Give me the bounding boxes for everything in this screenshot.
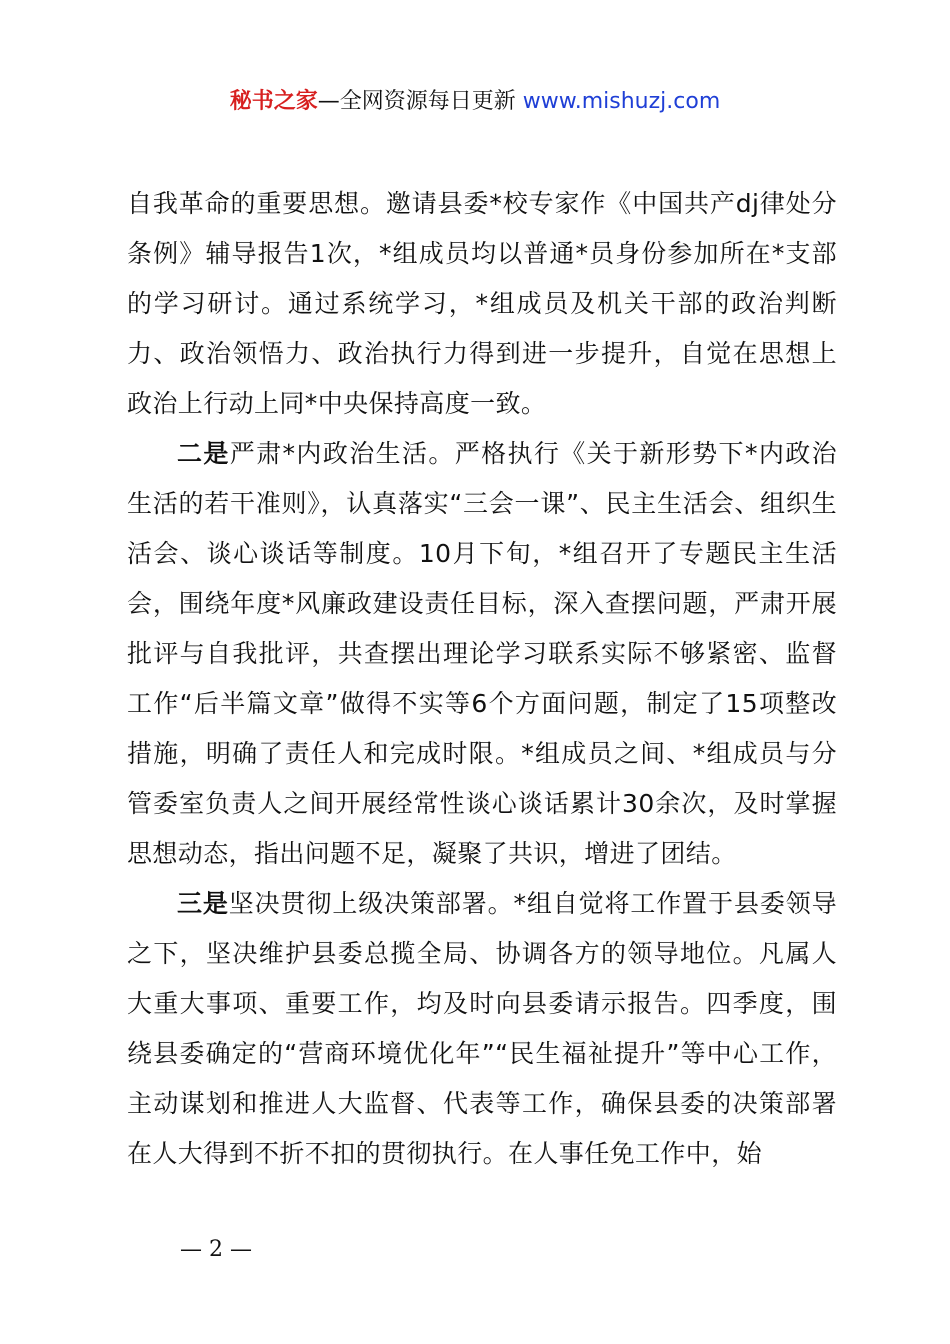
- paragraph-3: [127, 879, 837, 1179]
- paragraph-1: [127, 179, 837, 429]
- document-header: [0, 86, 950, 118]
- paragraph-2: [127, 429, 837, 879]
- header-brand: 秘书之家: [229, 89, 318, 114]
- document-body: [127, 179, 837, 1179]
- paragraph-2-text: 严肃*内政治生活。严格执行《关于新形势下*内政治生活的若干准则》，认真落实“三会一课”、民主生活会、组织生活会、谈心谈话等制度。10月下旬，*组召开了专题民主生活会，围绕年度*风廉政建设责任目标，深入查摆问题，严肃开展批评与自我批评，共查摆出理论学习联系实际不够紧密、监督工作“后半篇文章”做得不实等6个方面问题，制定了15项整改措施，明确了责任人和完成时限。*组成员之间、*组成员与分管委室负责人之间开展经常性谈心谈话累计30余次，及时掌握思想动态，指出问题不足，凝聚了共识，增进了团结。: [127, 439, 837, 868]
- paragraph-3-lead: 三是: [177, 889, 229, 918]
- page-number: — 2 —: [180, 1237, 252, 1262]
- paragraph-3-text: 坚决贯彻上级决策部署。*组自觉将工作置于县委领导之下，坚决维护县委总揽全局、协调各方的领导地位。凡属人大重大事项、重要工作，均及时向县委请示报告。四季度，围绕县委确定的“营商环境优化年”“民生福祉提升”等中心工作，主动谋划和推进人大监督、代表等工作，确保县委的决策部署在人大得到不折不扣的贯彻执行。在人事任免工作中，始: [127, 889, 837, 1168]
- header-url[interactable]: www.mishuzj.com: [522, 89, 721, 114]
- paragraph-1-text: 自我革命的重要思想。邀请县委*校专家作《中国共产dj律处分条例》辅导报告1次，*组成员均以普通*员身份参加所在*支部的学习研讨。通过系统学习，*组成员及机关干部的政治判断力、政治领悟力、政治执行力得到进一步提升，自觉在思想上政治上行动上同*中央保持高度一致。: [127, 189, 837, 418]
- header-slogan: —全网资源每日更新: [317, 89, 516, 114]
- paragraph-2-lead: 二是: [177, 439, 230, 468]
